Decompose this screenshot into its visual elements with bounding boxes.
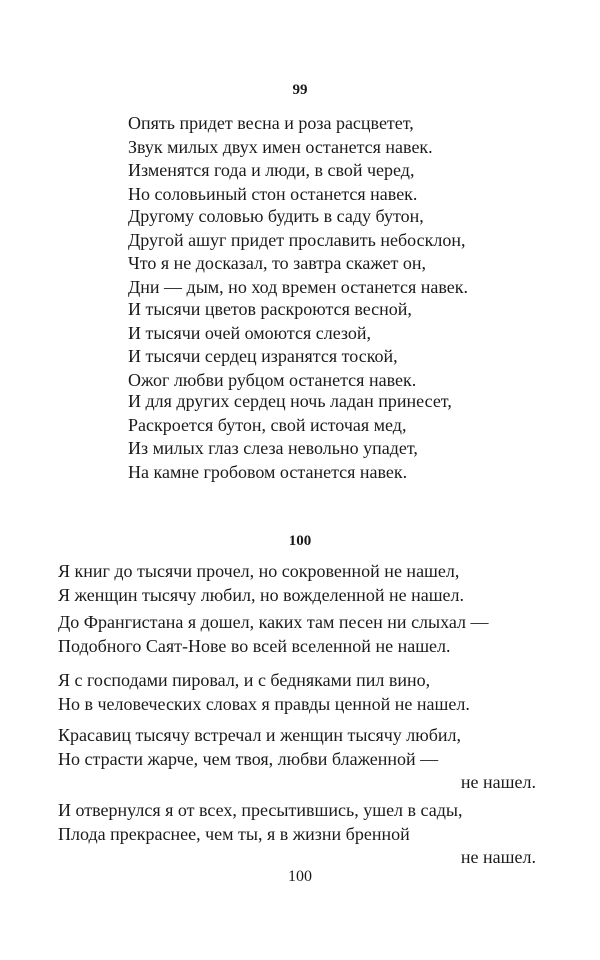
poem-line: Красавиц тысячу встречал и женщин тысячу любил, [58,725,461,745]
poem-100-stanza-3 [58,669,536,716]
poem-100-stanza-2 [58,611,536,658]
poem-line: И тысячи очей омоются слезой, [128,322,372,343]
poem-99-stanza-1 [128,112,433,206]
poem-line: Я книг до тысячи прочел, но сокровенной не нашел, [58,561,460,581]
poem-line: Что я не досказал, то завтра скажет он, [128,253,427,273]
poem-line: Звук милых двух имен останется навек. [128,136,433,157]
poem-line: Из милых глаз слеза невольно упадет, [128,438,418,458]
poem-99-stanza-4 [128,390,452,484]
poem-line: Дни — дым, но ход времен останется навек. [128,276,469,297]
poem-line: Изменятся года и люди, в свой черед, [128,160,415,180]
poem-line: Опять придет весна и роза расцветет, [128,113,414,133]
poem-line: Раскроется бутон, свой источая мед, [128,414,407,435]
poem-100-number: 100 [288,533,312,549]
poem-line: Другому соловью будить в саду бутон, [128,206,424,226]
poem-line: Ожог любви рубцом останется навек. [128,369,417,390]
page-number: 100 [288,868,312,885]
poem-99-number: 99 [292,82,308,98]
poem-line: Но соловьиный стон останется навек. [128,183,418,204]
poem-line: И тысячи сердец изранятся тоской, [128,346,398,366]
poem-line: И для других сердец ночь ладан принесет, [128,391,452,411]
poem-line-continuation: не нашел. [460,772,536,792]
poem-line: И тысячи цветов раскроются весной, [128,299,412,319]
poem-line: Плода прекраснее, чем ты, я в жизни бренной [58,823,410,844]
poem-line: Другой ашуг придет прославить небосклон, [128,229,466,250]
poem-line: Но в человеческих словах я правды ценной не нашел. [58,693,470,714]
poem-100-stanza-5 [58,799,536,870]
poem-line-continuation: не нашел. [460,847,536,867]
poem-100-stanza-1 [58,560,536,607]
poem-line: Я с господами пировал, и с бедняками пил вино, [58,670,431,690]
poem-line: Подобного Саят-Нове во всей вселенной не нашел. [58,635,451,656]
poem-line: На камне гробовом останется навек. [128,461,408,482]
poem-line: Я женщин тысячу любил, но вожделенной не нашел. [58,584,465,605]
poem-100-stanza-4 [58,724,536,795]
poem-line: Но страсти жарче, чем твоя, любви блаженной — [58,748,439,769]
poem-99-stanza-3 [128,298,416,392]
poem-line: И отвернулся я от всех, пресытившись, ушел в сады, [58,800,463,820]
poem-99-stanza-2 [128,205,468,299]
poem-line: До Франгистана я дошел, каких там песен ни слыхал — [58,612,489,632]
